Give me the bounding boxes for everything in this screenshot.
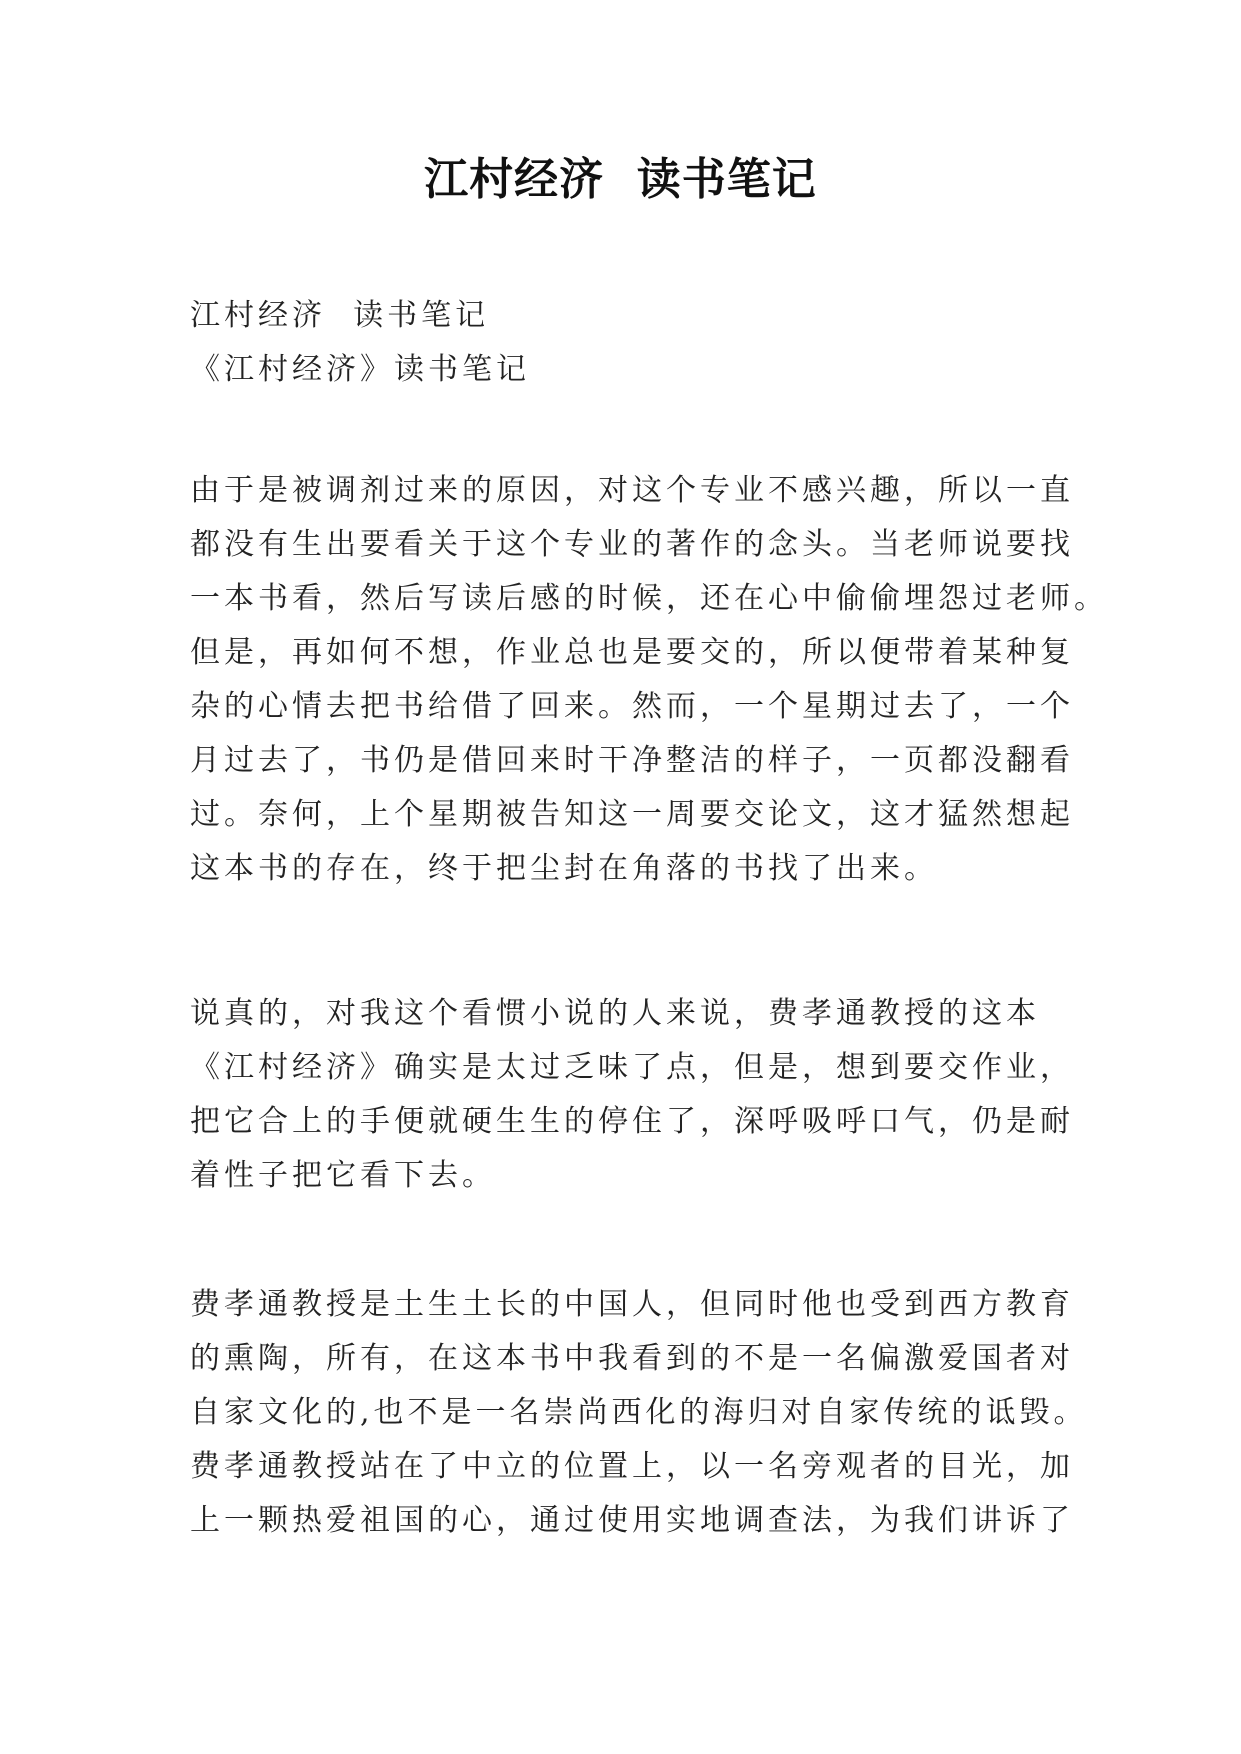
paragraph-1 bbox=[190, 464, 1108, 896]
paragraph-line: 都没有生出要看关于这个专业的著作的念头。当老师说要找 bbox=[190, 527, 1074, 562]
paragraph-line: 的熏陶，所有，在这本书中我看到的不是一名偏激爱国者对 bbox=[190, 1341, 1074, 1376]
paragraph-3 bbox=[190, 1278, 1088, 1548]
paragraph-2 bbox=[190, 987, 1074, 1203]
paragraph-line: 这本书的存在，终于把尘封在角落的书找了出来。 bbox=[190, 851, 938, 886]
paragraph-line: 《江村经济》确实是太过乏味了点，但是，想到要交作业， bbox=[190, 1050, 1074, 1085]
paragraph-line: 费孝通教授是土生土长的中国人，但同时他也受到西方教育 bbox=[190, 1287, 1074, 1322]
paragraph-line: 由于是被调剂过来的原因，对这个专业不感兴趣，所以一直 bbox=[190, 473, 1074, 508]
paragraph-line: 着性子把它看下去。 bbox=[190, 1158, 496, 1193]
paragraph-line: 一本书看，然后写读后感的时候，还在心中偷偷埋怨过老师。 bbox=[190, 581, 1108, 616]
paragraph-line: 自家文化的,也不是一名崇尚西化的海归对自家传统的诋毁。 bbox=[190, 1395, 1088, 1430]
subtitle-block bbox=[190, 289, 1070, 397]
subtitle-line: 《江村经济》读书笔记 bbox=[190, 352, 530, 387]
paragraph-line: 费孝通教授站在了中立的位置上，以一名旁观者的目光，加 bbox=[190, 1449, 1074, 1484]
paragraph-line: 说真的，对我这个看惯小说的人来说，费孝通教授的这本 bbox=[190, 996, 1040, 1031]
paragraph-line: 上一颗热爱祖国的心，通过使用实地调查法，为我们讲诉了 bbox=[190, 1503, 1074, 1538]
paragraph-line: 把它合上的手便就硬生生的停住了，深呼吸呼口气，仍是耐 bbox=[190, 1104, 1074, 1139]
paragraph-line: 但是，再如何不想，作业总也是要交的，所以便带着某种复 bbox=[190, 635, 1074, 670]
subtitle-line: 江村经济 读书笔记 bbox=[190, 298, 490, 333]
page-title: 江村经济 读书笔记 bbox=[424, 154, 817, 205]
paragraph-line: 月过去了，书仍是借回来时干净整洁的样子，一页都没翻看 bbox=[190, 743, 1074, 778]
paragraph-line: 过。奈何，上个星期被告知这一周要交论文，这才猛然想起 bbox=[190, 797, 1074, 832]
paragraph-line: 杂的心情去把书给借了回来。然而，一个星期过去了，一个 bbox=[190, 689, 1074, 724]
